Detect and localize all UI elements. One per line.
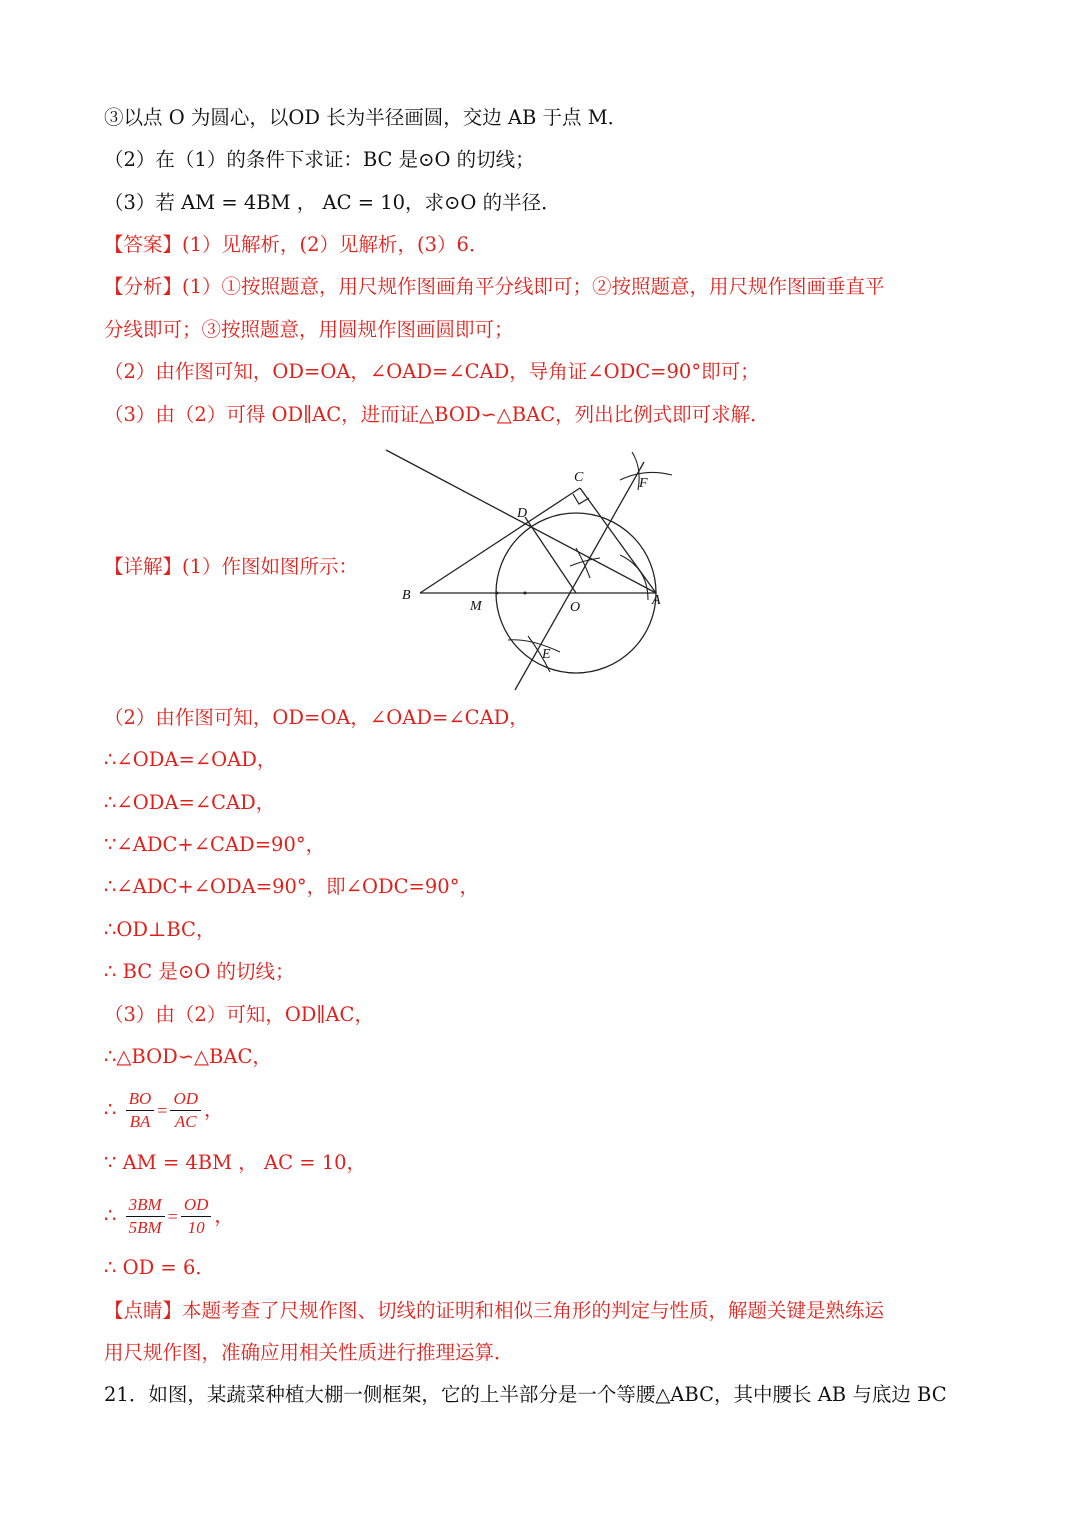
label-o: O xyxy=(570,600,581,615)
line-2: （2）在（1）的条件下求证：BC 是⊙O 的切线； xyxy=(104,148,535,171)
proof-line-8: （3）由（2）可知，OD∥AC， xyxy=(104,1003,374,1026)
equation-ratio-2: ∴ $\frac{3BM}{5BM}$ = $\frac{OD}{10}$ ， xyxy=(104,1195,234,1237)
label-c: C xyxy=(574,470,584,485)
therefore-symbol: ∴ xyxy=(104,1098,117,1121)
answer-line: 【答案】(1）见解析，(2）见解析，(3）6． xyxy=(104,233,489,256)
label-m: M xyxy=(470,599,482,614)
label-b: B xyxy=(402,588,411,603)
analysis-line-4: （3）由（2）可得 OD∥AC，进而证△BOD∽△BAC，列出比例式即可求解． xyxy=(104,403,770,426)
analysis-line-1: 【分析】(1）①按照题意，用尺规作图画角平分线即可；②按照题意，用尺规作图画垂直平 xyxy=(104,275,885,298)
proof-line-9: ∴△BOD∽△BAC， xyxy=(104,1045,272,1068)
proof-line-3: ∴∠ODA=∠CAD， xyxy=(104,791,276,814)
fraction-od-ac: $\frac{OD}{AC}$ xyxy=(170,1088,201,1133)
label-f: F xyxy=(639,476,648,491)
comment-line-2: 用尺规作图，准确应用相关性质进行推理运算． xyxy=(104,1341,514,1364)
proof-line-1: （2）由作图可知，OD=OA，∠OAD=∠CAD， xyxy=(104,706,529,729)
detail-line: 【详解】(1）作图如图所示： xyxy=(104,555,359,578)
analysis-line-3: （2）由作图可知，OD=OA，∠OAD=∠CAD，导角证∠ODC=90°即可； xyxy=(104,360,760,383)
question-21: 21．如图，某蔬菜种植大棚一侧框架，它的上半部分是一个等腰△ABC，其中腰长 AB 与底边 BC xyxy=(104,1383,947,1406)
proof-line-5: ∴∠ADC+∠ODA=90°，即∠ODC=90°， xyxy=(104,875,479,898)
line-3: （3）若 AM = 4BM ， AC = 10，求⊙O 的半径． xyxy=(104,191,561,214)
proof-line-2: ∴∠ODA=∠OAD， xyxy=(104,748,277,771)
label-d: D xyxy=(517,506,528,521)
geometry-figure xyxy=(380,440,680,695)
proof-line-6: ∴OD⊥BC， xyxy=(104,918,216,941)
segment-ac xyxy=(580,488,656,593)
label-a: A xyxy=(652,593,661,608)
proof-line-7: ∴ BC 是⊙O 的切线； xyxy=(104,960,295,983)
proof-line-given: ∵ AM = 4BM ， AC = 10， xyxy=(104,1151,367,1174)
fraction-3bm-5bm: $\frac{3BM}{5BM}$ xyxy=(126,1194,165,1239)
proof-result: ∴ OD = 6． xyxy=(104,1256,215,1279)
comment-line-1: 【点睛】本题考查了尺规作图、切线的证明和相似三角形的判定与性质，解题关键是熟练运 xyxy=(104,1299,885,1322)
fraction-od-10: $\frac{OD}{10}$ xyxy=(181,1194,212,1239)
analysis-line-2: 分线即可；③按照题意，用圆规作图画圆即可； xyxy=(104,318,514,341)
therefore-symbol: ∴ xyxy=(104,1204,117,1227)
bisector-ray xyxy=(386,450,656,593)
equation-ratio-1: ∴ $\frac{BO}{BA}$ = $\frac{OD}{AC}$ ， xyxy=(104,1089,224,1131)
segment-od xyxy=(525,517,576,593)
fraction-bo-ba: $\frac{BO}{BA}$ xyxy=(126,1088,155,1133)
line-1: ③以点 O 为圆心，以OD 长为半径画圆，交边 AB 于点 M． xyxy=(104,106,628,129)
proof-line-4: ∵∠ADC+∠CAD=90°， xyxy=(104,833,326,856)
label-e: E xyxy=(542,647,551,662)
right-angle-mark xyxy=(573,494,589,504)
